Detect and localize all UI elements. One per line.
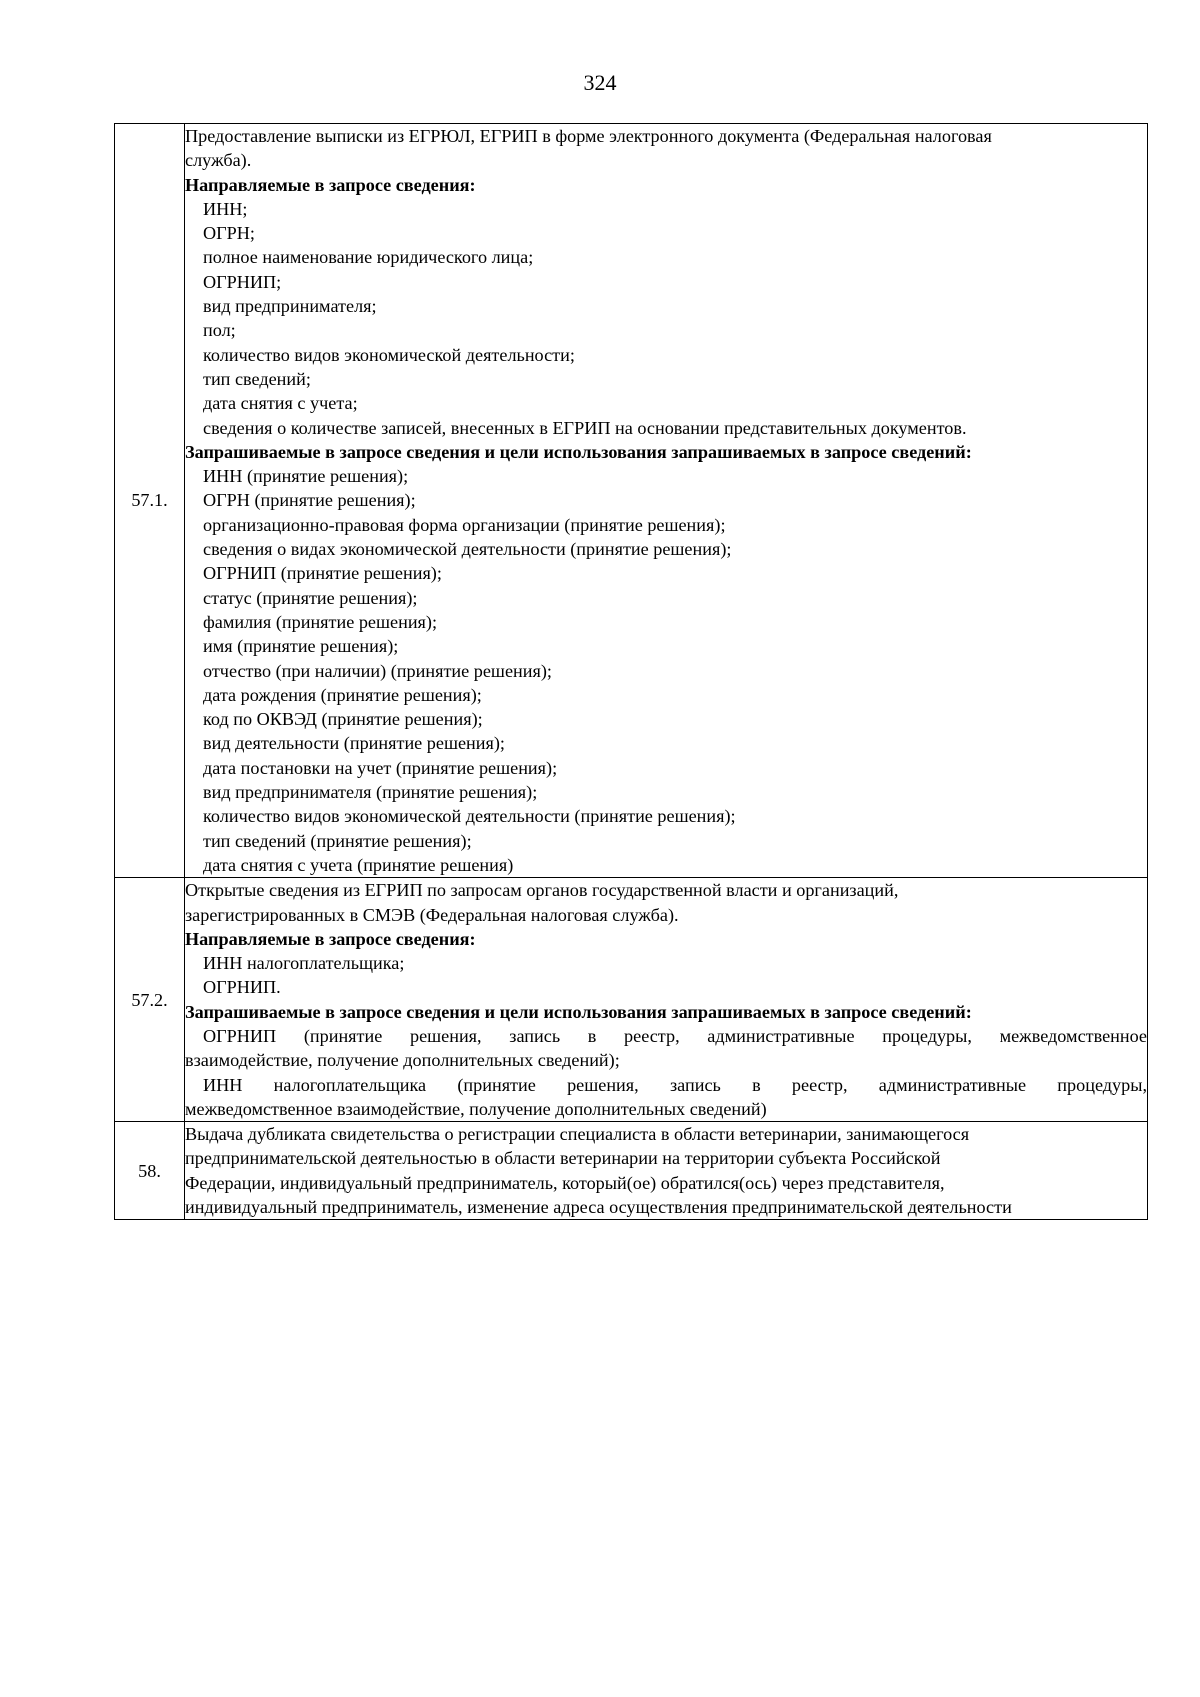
requested-item: дата рождения (принятие решения); [203, 684, 482, 705]
sent-item: вид предпринимателя; [203, 296, 377, 317]
sent-item: количество видов экономической деятельности; [203, 344, 575, 365]
sent-item: сведения о количестве записей, внесенных в ЕГРИП на основании представительных документов. [203, 417, 967, 438]
intro-line: предпринимательской деятельностью в области ветеринарии на территории субъекта Российской [185, 1148, 941, 1169]
requested-item: ИНН (принятие решения); [203, 466, 409, 487]
table-row [115, 878, 1148, 1122]
requested-item: код по ОКВЭД (принятие решения); [203, 709, 483, 730]
sent-item: пол; [203, 320, 236, 341]
requested-item: организационно-правовая форма организации (принятие решения); [203, 514, 726, 535]
requested-heading: Запрашиваемые в запросе сведения и цели использования запрашиваемых в запросе сведений: [185, 441, 972, 462]
row-number: 58. [115, 1122, 185, 1220]
row-content [185, 878, 1148, 1122]
services-table [114, 123, 1148, 1220]
requested-item: имя (принятие решения); [203, 636, 399, 657]
requested-item: отчество (при наличии) (принятие решения); [203, 660, 552, 681]
page-number: 324 [583, 70, 617, 95]
row-content [185, 1122, 1148, 1220]
intro-line: Открытые сведения из ЕГРИП по запросам органов государственной власти и организаций, [185, 880, 899, 901]
sent-item: полное наименование юридического лица; [203, 247, 534, 268]
intro-line: служба). [185, 150, 252, 171]
sent-heading: Направляемые в запросе сведения: [185, 928, 476, 949]
row-number: 57.1. [115, 124, 185, 878]
requested-paragraph-line: взаимодействие, получение дополнительных сведений); [185, 1050, 620, 1071]
table-row [115, 124, 1148, 878]
intro-line: Выдача дубликата свидетельства о регистрации специалиста в области ветеринарии, занимающегося [185, 1124, 970, 1145]
sent-heading: Направляемые в запросе сведения: [185, 174, 476, 195]
table-row [115, 1122, 1148, 1220]
requested-item: фамилия (принятие решения); [203, 611, 438, 632]
intro-line: зарегистрированных в СМЭВ (Федеральная налоговая служба). [185, 904, 679, 925]
requested-item: дата постановки на учет (принятие решения); [203, 757, 558, 778]
intro-line: индивидуальный предприниматель, изменение адреса осуществления предпринимательской деятельности [185, 1197, 1012, 1218]
requested-paragraph-line: ИНН налогоплательщика (принятие решения, запись в реестр, административные процедуры, [203, 1074, 1147, 1095]
requested-item: количество видов экономической деятельности (принятие решения); [203, 806, 736, 827]
sent-item: ИНН; [203, 198, 248, 219]
requested-item: ОГРН (принятие решения); [203, 490, 416, 511]
requested-heading: Запрашиваемые в запросе сведения и цели использования запрашиваемых в запросе сведений: [185, 1001, 972, 1022]
sent-item: ИНН налогоплательщика; [203, 953, 405, 974]
intro-line: Предоставление выписки из ЕГРЮЛ, ЕГРИП в форме электронного документа (Федеральная налоговая [185, 126, 992, 146]
requested-item: ОГРНИП (принятие решения); [203, 563, 442, 584]
requested-item: тип сведений (принятие решения); [203, 830, 472, 851]
intro-line: Федерации, индивидуальный предприниматель, который(ое) обратился(ось) через представителя, [185, 1172, 945, 1193]
sent-item: ОГРН; [203, 223, 255, 244]
sent-item: ОГРНИП; [203, 271, 282, 292]
sent-item: дата снятия с учета; [203, 393, 358, 414]
requested-item: дата снятия с учета (принятие решения) [203, 854, 514, 875]
requested-item: вид деятельности (принятие решения); [203, 733, 505, 754]
sent-item: тип сведений; [203, 368, 311, 389]
sent-item: ОГРНИП. [203, 977, 281, 998]
requested-paragraph-line: межведомственное взаимодействие, получение дополнительных сведений) [185, 1098, 767, 1119]
requested-paragraph-line: ОГРНИП (принятие решения, запись в реестр, административные процедуры, межведомственное [203, 1025, 1147, 1046]
row-content [185, 124, 1148, 878]
row-number: 57.2. [115, 878, 185, 1122]
requested-item: статус (принятие решения); [203, 587, 418, 608]
requested-item: сведения о видах экономической деятельности (принятие решения); [203, 539, 732, 560]
requested-item: вид предпринимателя (принятие решения); [203, 782, 538, 803]
